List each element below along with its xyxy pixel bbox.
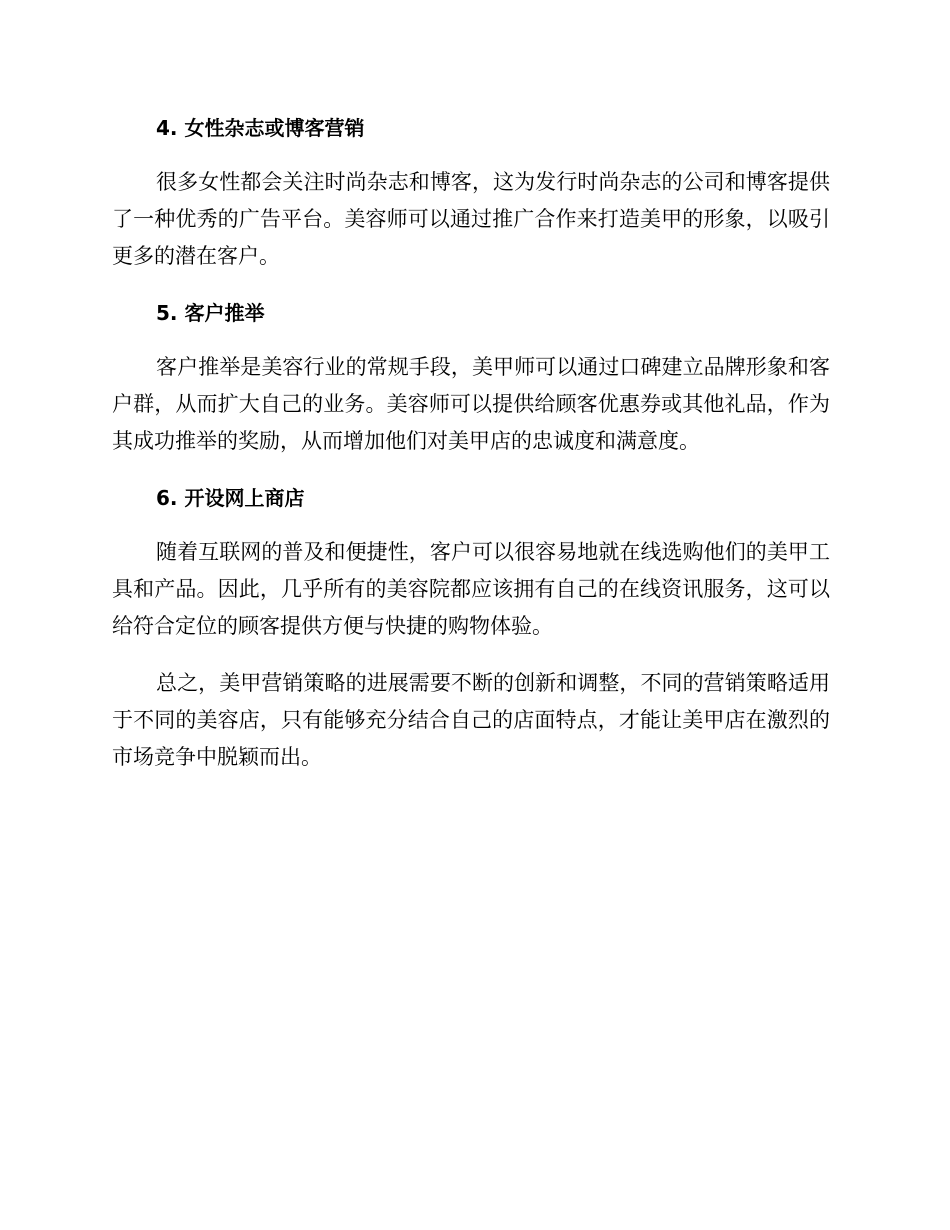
section-heading-4: 4. 女性杂志或博客营销	[156, 116, 365, 140]
document-page	[112, 110, 830, 776]
section-body-4: 很多女性都会关注时尚杂志和博客，这为发行时尚杂志的公司和博客提供了一种优秀的广告平台。美容师可以通过推广合作来打造美甲的形象，以吸引更多的潜在客户。	[112, 170, 830, 268]
section-heading-6: 6. 开设网上商店	[156, 486, 305, 510]
conclusion-paragraph: 总之，美甲营销策略的进展需要不断的创新和调整，不同的营销策略适用于不同的美容店，只有能够充分结合自己的店面特点，才能让美甲店在激烈的市场竞争中脱颖而出。	[112, 671, 830, 769]
section-body-6: 随着互联网的普及和便捷性，客户可以很容易地就在线选购他们的美甲工具和产品。因此，几乎所有的美容院都应该拥有自己的在线资讯服务，这可以给符合定位的顾客提供方便与快捷的购物体验。	[112, 540, 830, 638]
section-heading-5: 5. 客户推举	[156, 301, 265, 325]
section-body-5: 客户推举是美容行业的常规手段，美甲师可以通过口碑建立品牌形象和客户群，从而扩大自己的业务。美容师可以提供给顾客优惠券或其他礼品，作为其成功推举的奖励，从而增加他们对美甲店的忠诚度和满意度。	[112, 355, 830, 453]
